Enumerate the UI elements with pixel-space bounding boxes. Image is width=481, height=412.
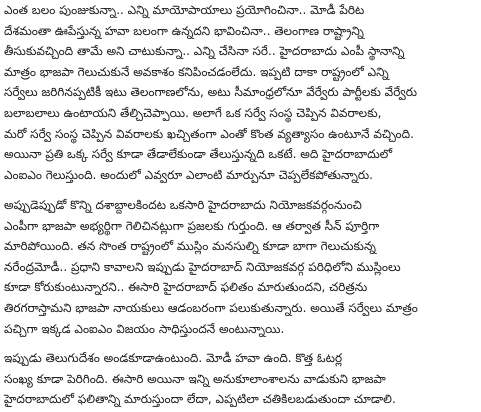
paragraph-line: ఎంఐఎం గెలుస్తుంది. అందులో ఎవ్వరూ ఎలాంటి మార్పునూ చెప్పలేకపోతున్నారు. (4, 167, 373, 182)
paragraph-line: తిరగరాస్తామని భాజపా నాయకులు ఆడంబరంగా పలుకుతున్నారు. అయితే సర్వేలు మాత్రం (4, 300, 418, 315)
paragraph-line: హైదరాబాదులో ఫలితాన్ని మారుస్తుందా లేదా, ఎప్పటిలా చతికిలబడుతుందా చూడాలి. (4, 392, 396, 407)
paragraph-line: పచ్చిగా ఇక్కడ ఎంఐఎం విజయం సాధిస్తుందనే అంటున్నాయి. (4, 321, 285, 336)
paragraph-line: సంఖ్య కూడా పెరిగింది. ఈసారి అయినా ఇన్ని అనుకూలాంశాలను వాడుకుని భాజపా (4, 371, 386, 386)
paragraph-line: మారిపోయింది. తన సొంత రాష్ట్రంలో ముస్లిం మనసుల్ని కూడా బాగా గెలుచుకున్న (4, 239, 376, 254)
paragraph-line: బలాబలాలు ఉంటాయని తేల్చిచెప్పాయి. అలాగే ఒక సర్వే సంస్థ చెప్పిన వివరాలకు, (4, 105, 382, 120)
paragraph-line: ఇప్పుడు తెలుగుదేశం అండకూడాఉంటుంది. మోడీ హవా ఉంది. కొత్త ఓటర్ల (4, 351, 343, 365)
paragraph-line: తీసుకువచ్చింది తామే అని చాటుకున్నా.. ఎన్ని చేసినా సరే.. హైదరాబాదు ఎంపీ స్థానాన్ని (4, 44, 405, 59)
paragraph-1 (0, 0, 481, 185)
paragraph-line: నరేంద్రమోడీ.. ప్రధాని కావాలని ఇప్పుడు హైదరాబాద్ నియోజకవర్గ పరిధిలోని ముస్లింలు (4, 259, 401, 274)
paragraph-line: సర్వేలు జరిగినప్పటికీ ఇటు తెలంగాణలోను, అటు సీమాంధ్రలోనూ వేర్వేరు పార్టీలకు వేర్వేరు (4, 85, 418, 100)
paragraph-line: అప్పుడెప్పుడో కొన్ని దశాబ్దాలకిందట ఒకసారి హైదరాబాదు నియోజకవర్గంనుంచి (4, 198, 362, 212)
paragraph-line: మాత్రం భాజపా గెలుచుకునే అవకాశం కనిపించడంలేదు. ఇప్పటి దాకా రాష్ట్రంలో ఎన్ని (4, 64, 389, 79)
paragraph-2 (0, 195, 481, 339)
paragraph-line: దేశమంతా ఊపేస్తున్న హవా బలంగా ఉన్నదని భావించినా.. తెలంగాణ రాష్ట్రాన్ని (4, 23, 364, 38)
paragraph-line: ఎంపీగా భాజపా అభ్యర్థిగా గెలిచినట్లుగా ప్రజలకు గుర్తుంది. ఆ తర్వాత సీన్ పూర్తిగా (4, 218, 380, 233)
paragraph-line: కూడా కోరుకుంటున్నారని.. ఈసారి హైదరాబాద్ ఫలితం మారుతుందని, చరిత్రను (4, 280, 368, 295)
paragraph-line: అయినా ప్రతి ఒక్క సర్వే కూడా తేడాలేకుండా తేలుస్తున్నది ఒకటే. అది హైదరాబాదులో (4, 147, 393, 162)
paragraph-3 (0, 348, 481, 410)
paragraph-line: మరో సర్వే సంస్థ చెప్పిన వివరాలకు ఖచ్చితంగా ఎంతో కొంత వ్యత్యాసం ఉంటూనే వచ్చింది. (4, 126, 414, 141)
paragraph-line: ఎంత బలం పుంజుకున్నా.. ఎన్ని మాయోపాయాలు ప్రయోగించినా.. మోడీ పేరిట (4, 3, 365, 17)
